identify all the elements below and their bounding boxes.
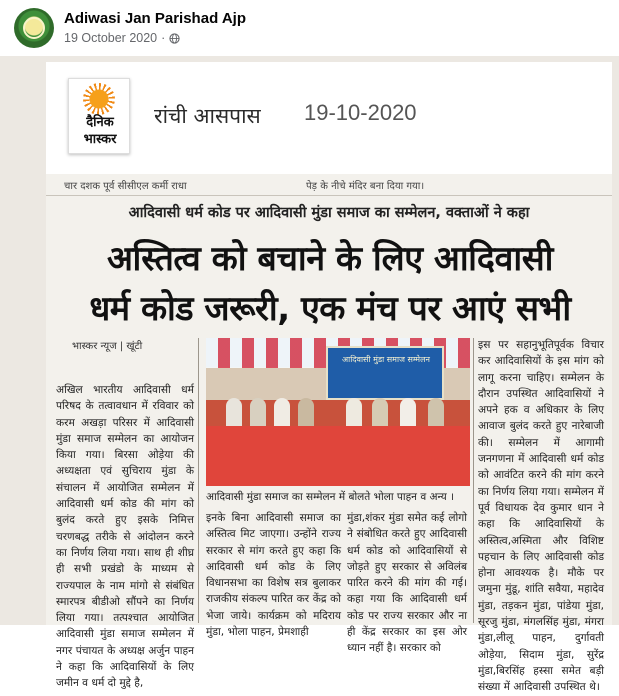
- logo-line-2: भास्कर: [83, 132, 117, 147]
- meta-separator: ·: [161, 31, 166, 45]
- globe-icon[interactable]: [169, 33, 180, 44]
- event-photo: [206, 338, 470, 486]
- avatar-seal-icon: [23, 17, 45, 39]
- article-byline: भास्कर न्यूज | खूंटी: [72, 341, 143, 352]
- newspaper-date: 19-10-2020: [304, 100, 417, 125]
- logo-line-1: दैनिक: [86, 115, 114, 130]
- post-photo[interactable]: [0, 56, 619, 694]
- article-headline-line-1: अस्तित्व को बचाने के लिए आदिवासी: [107, 239, 553, 279]
- article-strapline: आदिवासी धर्म कोड पर आदिवासी मुंडा समाज का सम्मेलन, वक्ताओं ने कहा: [128, 205, 530, 221]
- photo-caption: आदिवासी मुंडा समाज का सम्मेलन में बोलते भोला पाहन व अन्य ।: [206, 491, 455, 503]
- sun-logo-icon: [83, 83, 115, 115]
- article-column-2: इनके बिना आदिवासी समाज का अस्तित्व मिट जाएगा। उन्होंने राज्य सरकार से मांग करते हुए कहा कि आदिवासी धर्म कोड के लिए विधानसभा का विशेष सत्र बुलाकर राजकीय संकल्प पारित कर केंद्र को भेजा जाये। कार्यक्रम को मदिराय मुंडा, भोला पाहन, प्रेमशाही: [206, 512, 341, 639]
- event-banner: [326, 346, 444, 400]
- post-meta: [64, 31, 180, 45]
- article-column-3: मुंडा,शंकर मुंडा समेत कई लोगो ने संबोधित करते हुए आदिवासी धर्म कोड को आदिवासियों से जोड़ते हुए सरकार से अविलंब पारित करने की मांग की गई। कहा गया कि आदिवासी धर्म कोड पर राज्य सरकार और ना ही केंद्र सरकार का इस ओर ध्यान नहीं है। सरकार को: [347, 512, 467, 655]
- newspaper-masthead: [46, 62, 612, 174]
- article-column-1: अखिल भारतीय आदिवासी धर्म परिषद के तत्वावधान में रविवार को करम अखड़ा परिसर में आदिवासी मुंडा समाज सम्मेलन का आयोजन किया गया। बिरसा ओड़ेया की अध्यक्षता एवं सुचिराय मुंडा के संचालन में आयोजित सम्मेलन में आदिवासी धर्म कोड की मांग को बुलंद करते हुए इसके निमित्त चरणबद्ध तरीके से आंदोलन करने का निर्णय लिया गया। साथ ही शीघ्र ही सभी प्रखंडो के माध्यम से राज्यपाल के नाम मांगो से संबंधित स्मारपत्र बीडीओ सौंपने का निर्णय लिया गया। तत्पश्चात आयोजित आदिवासी मुंडा समाज सम्मेलन में नगर पंचायत के अध्यक्ष अर्जुन पाहन ने कहा कि आदिवासियों के लिए जमीन व धर्म दो मुद्दे है,: [56, 384, 194, 690]
- newspaper-logo: [68, 78, 130, 154]
- column-divider: [198, 338, 199, 623]
- clipped-text-left: चार दशक पूर्व सीसीएल कर्मी राधा: [64, 181, 187, 192]
- clipped-previous-article: [46, 174, 612, 196]
- newspaper-clipping: [46, 62, 612, 694]
- post-header: [0, 0, 619, 56]
- page-avatar[interactable]: [14, 8, 54, 48]
- post-date[interactable]: 19 October 2020: [64, 31, 158, 45]
- banner-text: आदिवासी मुंडा समाज सम्मेलन: [342, 355, 430, 364]
- clipped-text-right: पेड़ के नीचे मंदिर बना दिया गया।: [306, 181, 425, 192]
- post-author-name[interactable]: Adiwasi Jan Parishad Ajp: [64, 10, 246, 27]
- stage-table: [206, 426, 470, 486]
- newspaper-section: रांची आसपास: [154, 104, 261, 128]
- article-headline-line-2: धर्म कोड जरूरी, एक मंच पर आएं सभी: [89, 289, 571, 329]
- article-column-4: इस पर सहानुभूतिपूर्वक विचार कर आदिवासियों के इस मांग को लागू करना चाहिए। सम्मेलन के दौरान उपस्थित आदिवासियों ने अपने हक व अधिकार के लिए आवाज बुलंद करते हुए नारेबाजी की। सम्मेलन में आगामी जनगणना में आदिवासी धर्म कोड को आवंटित करने की मांग करने का निर्णय लिया गया। सम्मेलन में पूर्व विधायक देव कुमार धान ने कहा कि आदिवासियों के अस्तित्व,अस्मिता और विशिष्ट पहचान के लिए आदिवासी कोड होना आवश्यक है। मौके पर जमुना मुंडू, शांति सवैया, महादेव मुंडा, तड़कन मुंडा, पांडेया मुंडा, सूरजु मुंडा, मंगलसिंह मुंडा, मंगरा मुंडा,लीलू पाहन, दुर्गावती ओड़ेया, सिदाम मुंडा, सुरेंद्र मुंडा,बिरसिंह हस्सा समेत बड़ी संख्या में आदिवासी उपस्थित थे।: [478, 339, 604, 694]
- column-divider: [473, 338, 474, 623]
